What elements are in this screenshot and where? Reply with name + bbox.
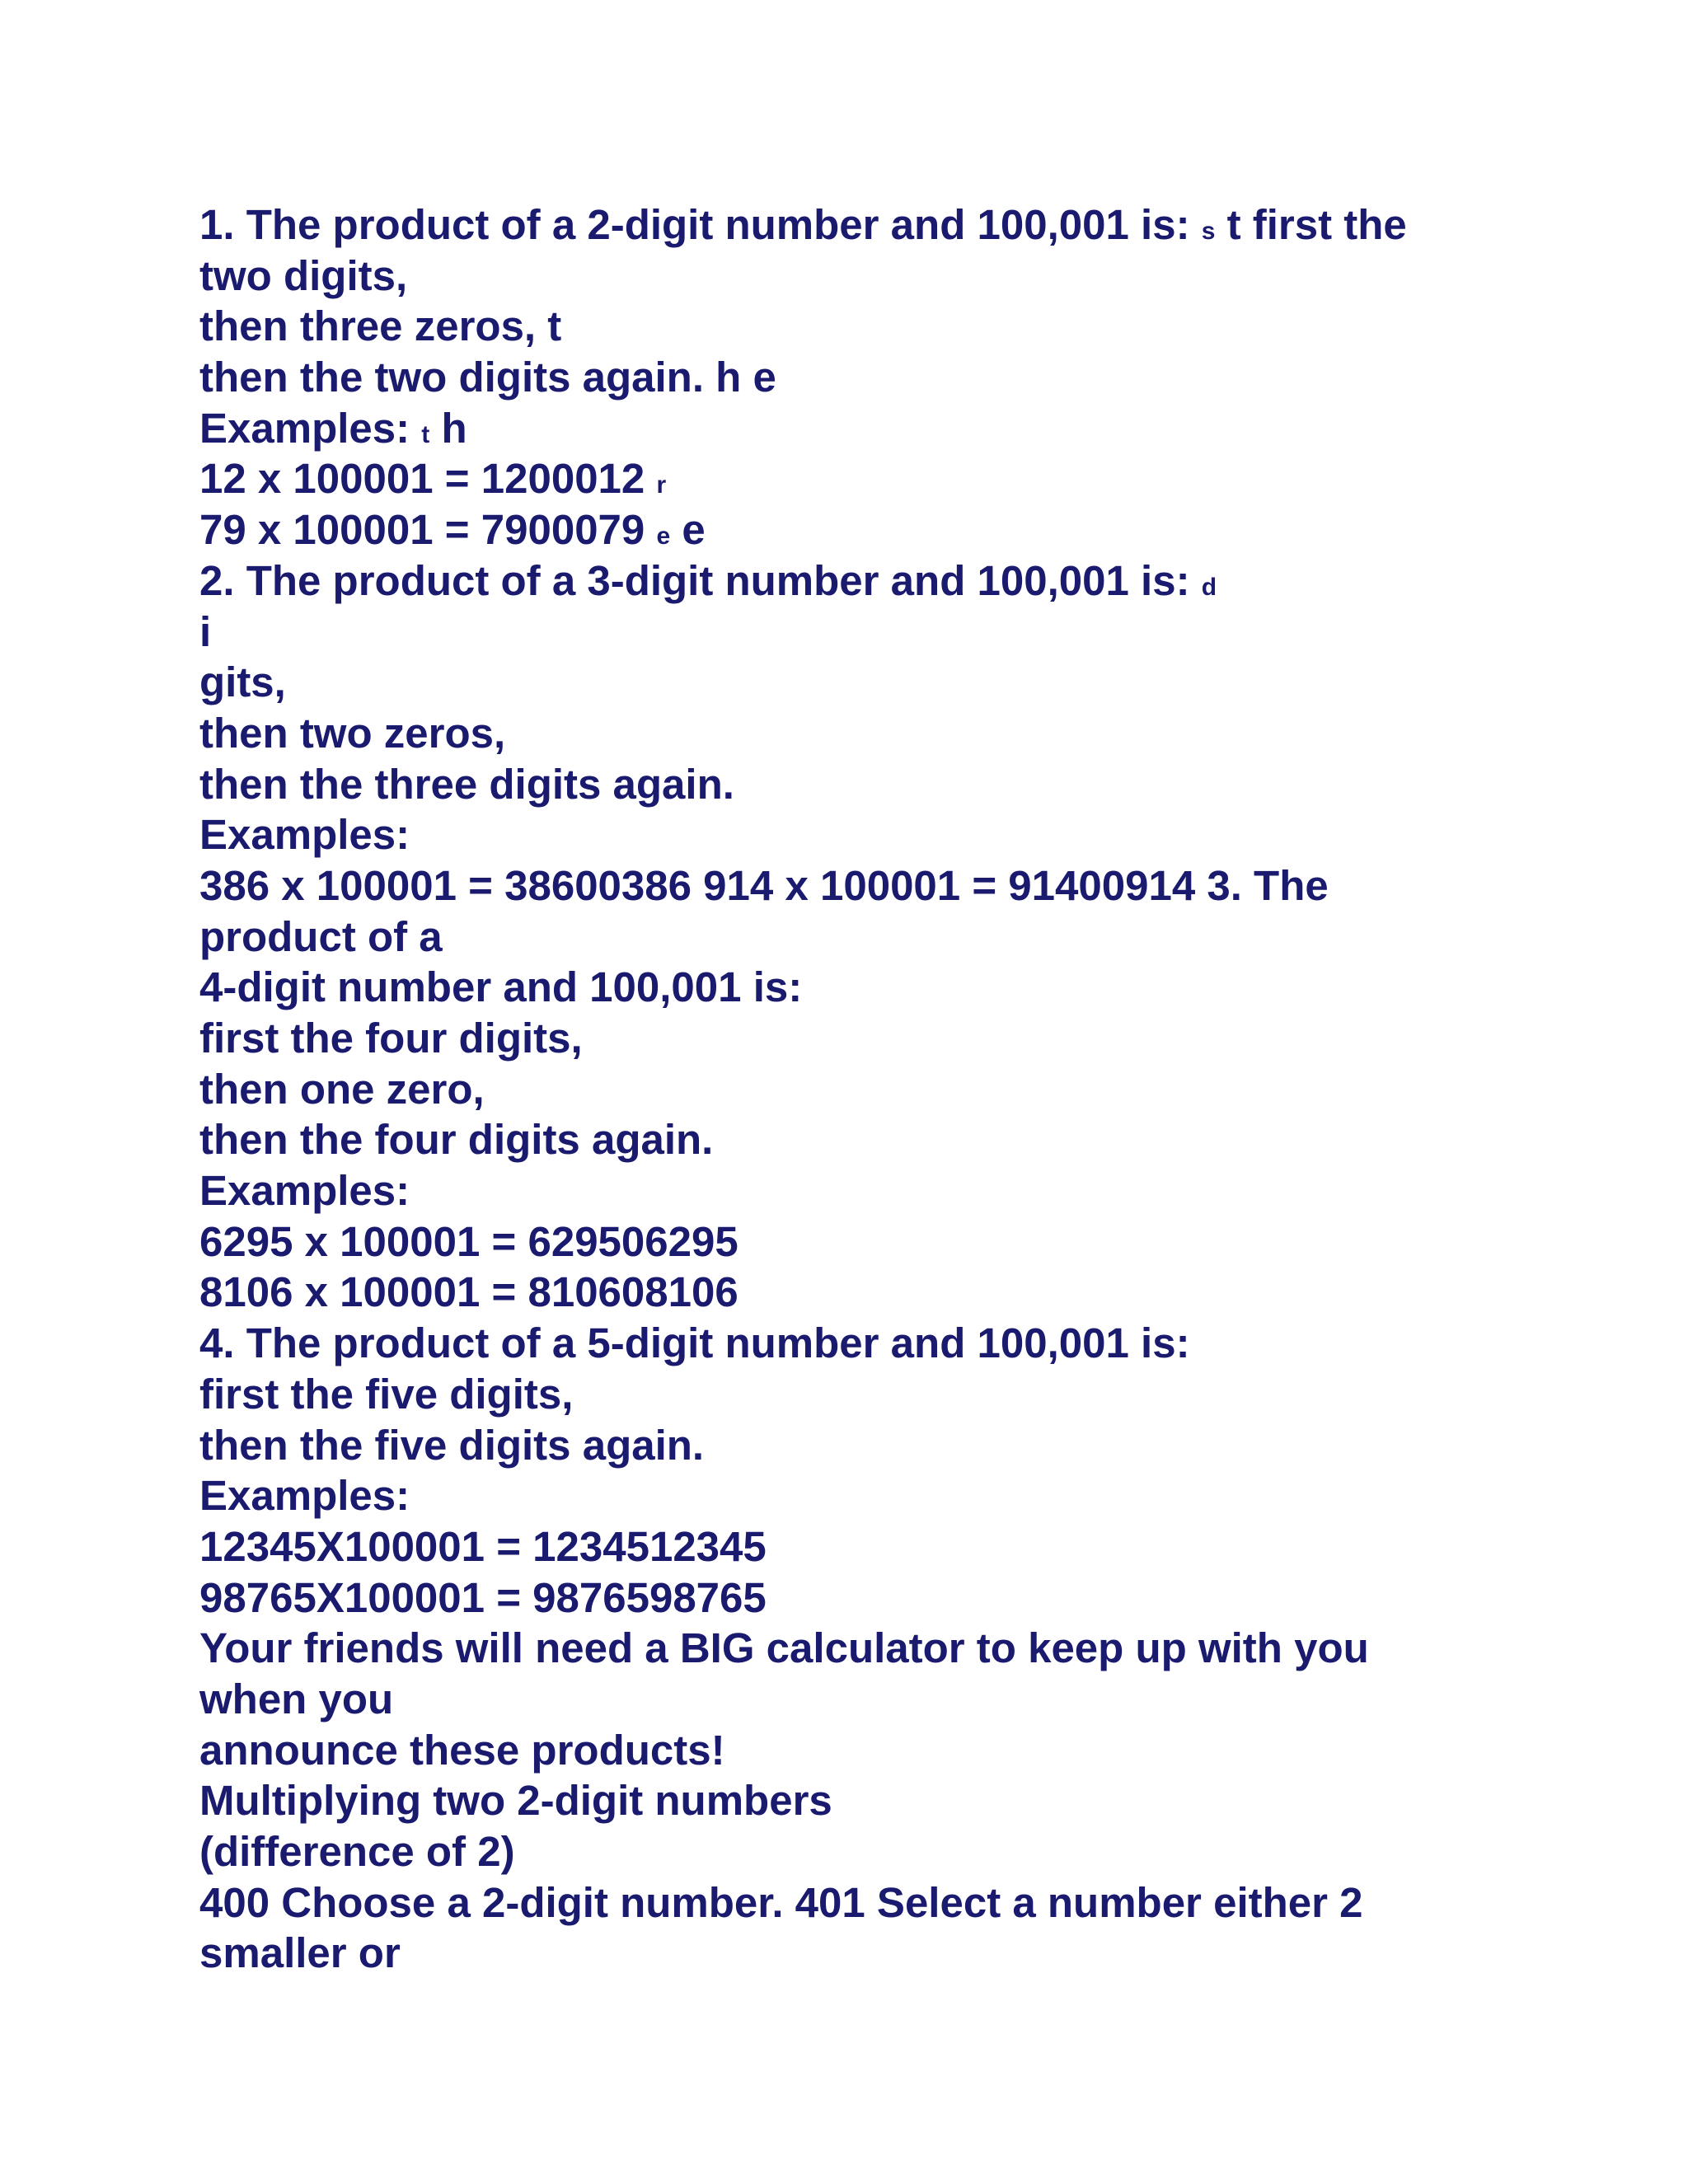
text-line: then one zero, <box>199 1065 485 1113</box>
text-line: then the two digits again. h e <box>199 354 776 401</box>
text-line: announce these products! <box>199 1726 725 1774</box>
text-line: 12 x 100001 = 1200012 r <box>199 455 667 503</box>
text-line: 8106 x 100001 = 810608106 <box>199 1268 738 1316</box>
text-line: 4. The product of a 5-digit number and 100,001 is: <box>199 1319 1190 1367</box>
text-line: 79 x 100001 = 7900079 e e <box>199 506 706 554</box>
text-line: 2. The product of a 3-digit number and 100,001 is: d <box>199 556 1217 604</box>
text-line: 1. The product of a 2-digit number and 100,001 is: s t first the <box>199 201 1407 248</box>
text-line: smaller or <box>199 1929 401 1977</box>
text-line: Multiplying two 2-digit numbers <box>199 1777 832 1825</box>
text-line: then the three digits again. <box>199 760 734 808</box>
text-line: when you <box>199 1675 394 1722</box>
text-line: then the five digits again. <box>199 1421 705 1469</box>
text-line: gits, <box>199 658 286 706</box>
text-line: 4-digit number and 100,001 is: <box>199 963 803 1011</box>
text-line: Examples: <box>199 811 410 859</box>
text-line: 6295 x 100001 = 629506295 <box>199 1217 738 1265</box>
text-line: 98765X100001 = 9876598765 <box>199 1573 767 1621</box>
text-line: 400 Choose a 2-digit number. 401 Select a number either 2 <box>199 1878 1363 1926</box>
text-line: Your friends will need a BIG calculator to keep up with you <box>199 1624 1369 1672</box>
text-line: then three zeros, t <box>199 302 562 350</box>
text-line: 386 x 100001 = 38600386 914 x 100001 = 91400914 3. The <box>199 861 1329 909</box>
text-line: product of a <box>199 912 443 960</box>
text-line: Examples: <box>199 1472 410 1520</box>
text-line: then two zeros, <box>199 709 506 757</box>
text-line: then the four digits again. <box>199 1116 714 1164</box>
text-line: Examples: t h <box>199 404 467 452</box>
document-body <box>199 199 1535 1979</box>
text-line: first the five digits, <box>199 1370 574 1418</box>
text-line: i <box>199 607 212 655</box>
text-line: Examples: <box>199 1167 410 1215</box>
text-line: 12345X100001 = 1234512345 <box>199 1522 767 1570</box>
text-line: (difference of 2) <box>199 1828 515 1875</box>
text-line: two digits, <box>199 251 408 299</box>
text-line: first the four digits, <box>199 1015 583 1062</box>
